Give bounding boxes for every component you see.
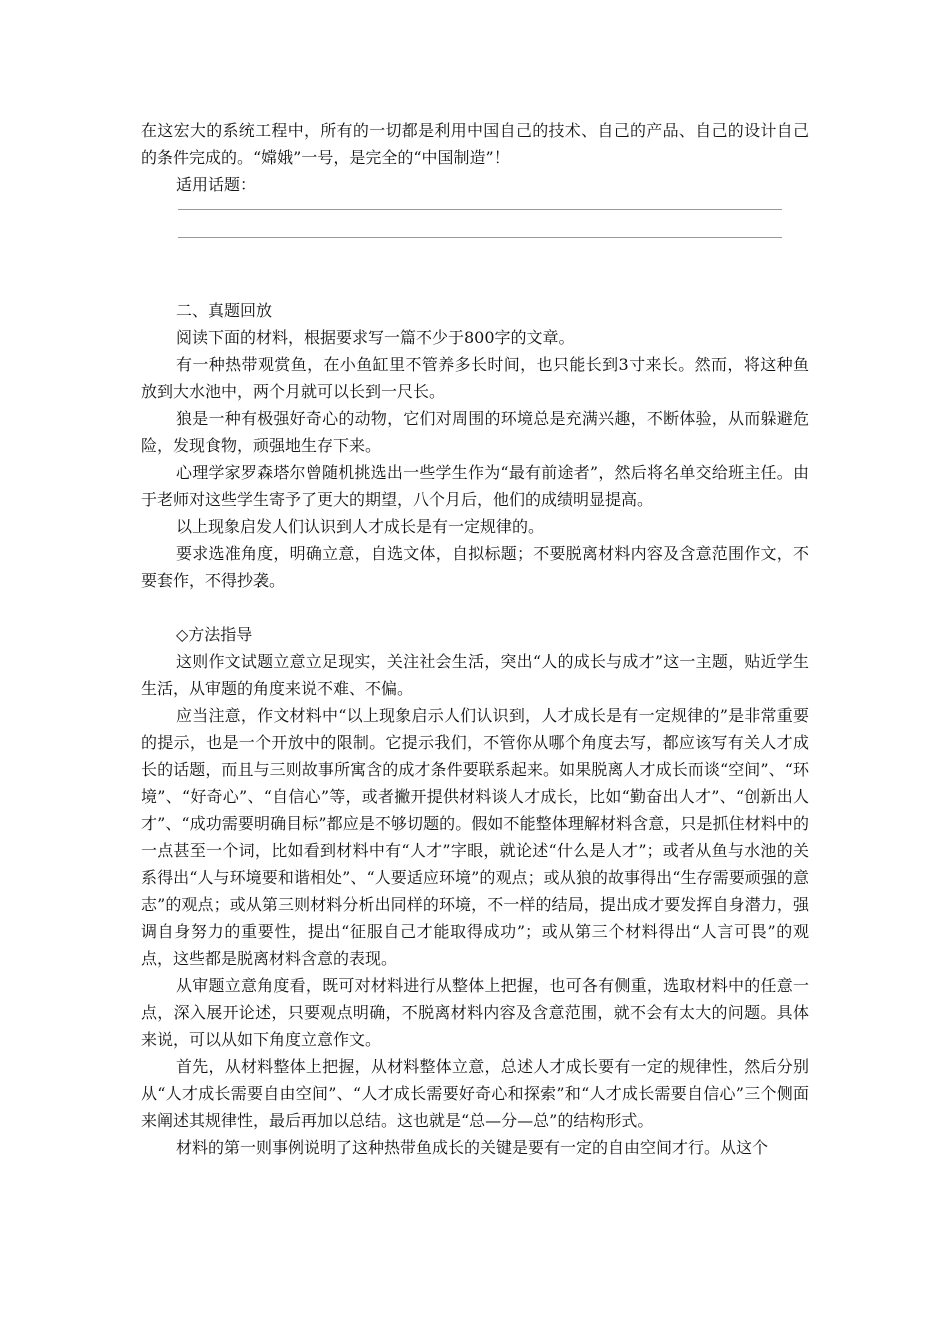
topic-label: 适用话题：: [176, 175, 257, 194]
section-title: 二、真题回放: [176, 301, 273, 320]
top-paragraph: 在这宏大的系统工程中，所有的一切都是利用中国自己的技术、自己的产品、自己的设计自己的条件完成的。“嫦娥”一号，是完全的“中国制造”！: [141, 121, 809, 167]
materials-conclusion: 以上现象启发人们认识到人才成长是有一定规律的。: [176, 517, 545, 536]
material-paragraph: 有一种热带观赏鱼，在小鱼缸里不管养多长时间，也只能长到3寸来长。然而，将这种鱼放到大水池中，两个月就可以长到一尺长。: [141, 355, 809, 401]
method-paragraph: 材料的第一则事例说明了这种热带鱼成长的关键是要有一定的自由空间才行。从这个: [176, 1138, 769, 1157]
method-paragraph: 这则作文试题立意立足现实，关注社会生活，突出“人的成长与成才”这一主题，贴近学生生活，从审题的角度来说不难、不偏。: [141, 652, 809, 698]
method-title: ◇方法指导: [176, 625, 253, 644]
answer-blank-line-1: [178, 209, 782, 210]
method-paragraph: 应当注意，作文材料中“以上现象启示人们认识到，人才成长是有一定规律的”是非常重要的提示，也是一个开放中的限制。它提示我们，不管你从哪个角度去写，都应该写有关人才成长的话题，而且与三则故事所寓含的成才条件要联系起来。如果脱离人才成长而谈“空间”、“环境”、“好奇心”、“自信心”等，或者撇开提供材料谈人才成长，比如“勤奋出人才”、“创新出人才”、“成功需要明确目标”都应是不够切题的。假如不能整体理解材料含意，只是抓住材料中的一点甚至一个词，比如看到材料中有“人才”字眼，就论述“什么是人才”；或者从鱼与水池的关系得出“人与环境要和谐相处”、“人要适应环境”的观点；或从狼的故事得出“生存需要顽强的意志”的观点；或从第三则材料分析出同样的环境，不一样的结局，提出成才要发挥自身潜力，强调自身努力的重要性，提出“征服自己才能取得成功”；或从第三个材料得出“人言可畏”的观点，这些都是脱离材料含意的表现。: [141, 706, 809, 968]
material-paragraph: 狼是一种有极强好奇心的动物，它们对周围的环境总是充满兴趣，不断体验，从而躲避危险，发现食物，顽强地生存下来。: [141, 409, 809, 455]
material-paragraph: 心理学家罗森塔尔曾随机挑选出一些学生作为“最有前途者”，然后将名单交给班主任。由于老师对这些学生寄予了更大的期望，八个月后，他们的成绩明显提高。: [141, 463, 809, 509]
exam-intro: 阅读下面的材料，根据要求写一篇不少于800字的文章。: [176, 328, 575, 347]
method-paragraph: 从审题立意角度看，既可对材料进行从整体上把握，也可各有侧重，选取材料中的任意一点，深入展开论述，只要观点明确，不脱离材料内容及含意范围，就不会有太大的问题。具体来说，可以从如下角度立意作文。: [141, 976, 809, 1049]
writing-requirements: 要求选准角度，明确立意，自选文体，自拟标题；不要脱离材料内容及含意范围作文，不要套作，不得抄袭。: [141, 544, 809, 590]
document-body: [141, 117, 809, 1161]
answer-blank-line-2: [178, 237, 782, 238]
method-paragraph: 首先，从材料整体上把握，从材料整体立意，总述人才成长要有一定的规律性，然后分别从“人才成长需要自由空间”、“人才成长需要好奇心和探索”和“人才成长需要自信心”三个侧面来阐述其规律性，最后再加以总结。这也就是“总—分—总”的结构形式。: [141, 1057, 809, 1130]
